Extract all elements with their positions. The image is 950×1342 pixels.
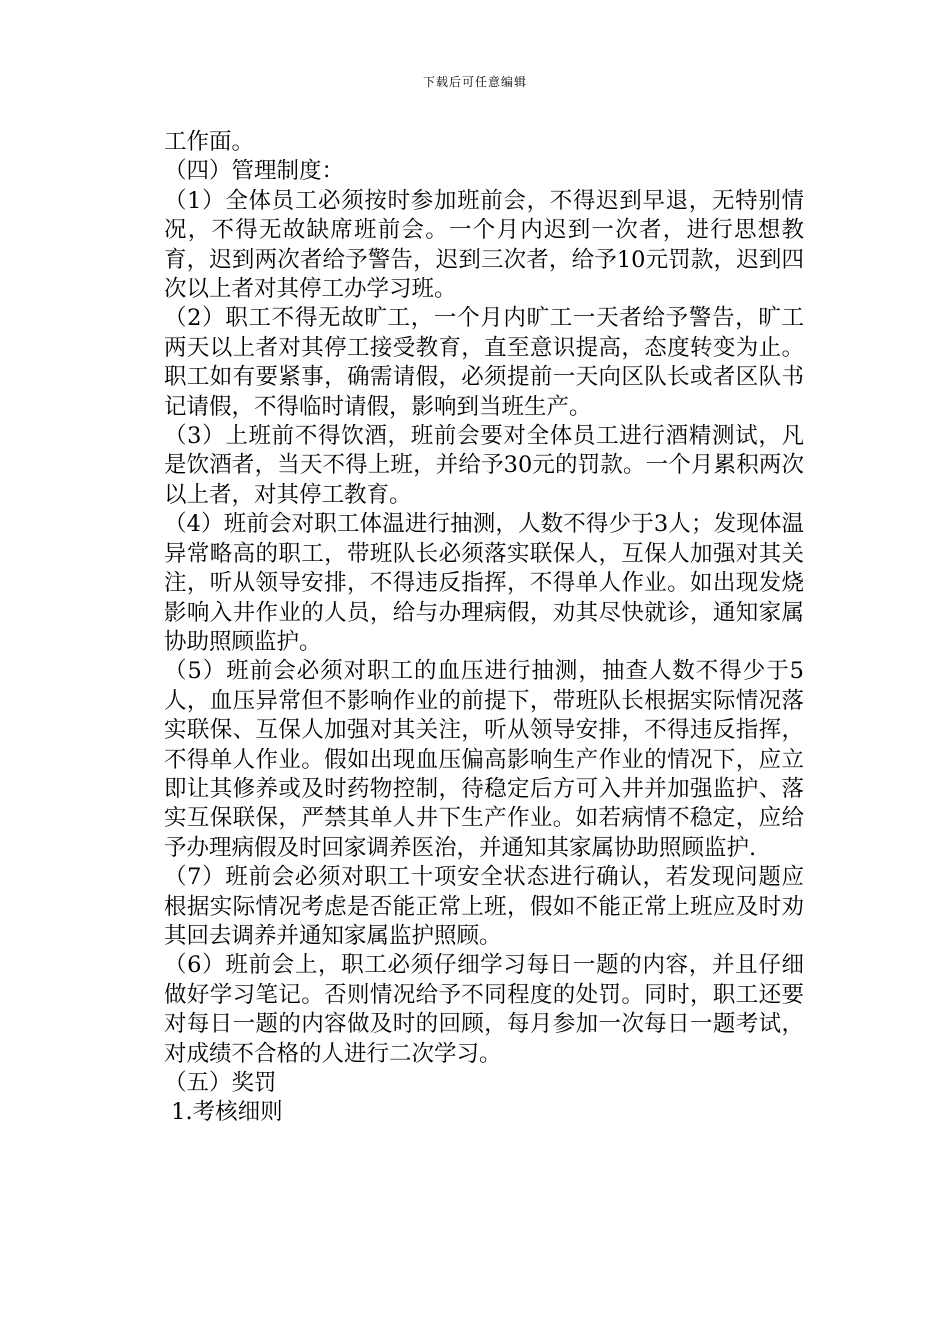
rule-7-safety-status: （7）班前会必须对职工十项安全状态进行确认，若发现问题应根据实际情况考虑是否能正常上班，假如不能正常上班应及时劝其回去调养并通知家属监护照顾。 [164, 864, 804, 949]
rule-3-alcohol: （3）上班前不得饮酒，班前会要对全体员工进行酒精测试，凡是饮酒者，当天不得上班，并给予30元的罚款。一个月累积两次以上者，对其停工教育。 [164, 423, 804, 508]
rule-1-attendance: （1）全体员工必须按时参加班前会，不得迟到早退，无特别情况，不得无故缺席班前会。一个月内迟到一次者，进行思想教育，迟到两次者给予警告，迟到三次者，给予10元罚款，迟到四次以上者对其停工办学习班。 [164, 187, 804, 303]
rule-4-temperature: （4）班前会对职工体温进行抽测，人数不得少于3人；发现体温异常略高的职工，带班队长必须落实联保人，互保人加强对其关注，听从领导安排，不得违反指挥，不得单人作业。如出现发烧影响入井作业的人员，给与办理病假，劝其尽快就诊，通知家属协助照顾监护。 [164, 511, 804, 655]
subheading-assessment-rules: 1.考核细则 [164, 1099, 283, 1126]
paragraph-work-face: 工作面。 [164, 129, 255, 155]
rule-5-blood-pressure: （5）班前会必须对职工的血压进行抽测，抽查人数不得少于5人，血压异常但不影响作业的前提下，带班队长根据实际情况落实联保、互保人加强对其关注，听从领导安排，不得违反指挥，不得单人作业。假如出现血压偏高影响生产作业的情况下，应立即让其修养或及时药物控制，待稳定后方可入井并加强监护、落实互保联保，严禁其单人井下生产作业。如若病情不稳定，应给予办理病假及时回家调养医治，并通知其家属协助照顾监护. [164, 658, 804, 861]
section-heading-rewards-penalties: （五）奖罚 [164, 1070, 277, 1096]
page-header: 下载后可任意编辑 [422, 75, 527, 89]
section-heading-management-rules: （四）管理制度： [164, 158, 345, 185]
rule-2-absenteeism: （2）职工不得无故旷工，一个月内旷工一天者给予警告，旷工两天以上者对其停工接受教育，直至意识提高，态度转变为止。职工如有要紧事，确需请假，必须提前一天向区队长或者区队书记请假，不得临时请假，影响到当班生产。 [164, 305, 804, 420]
rule-6-daily-question: （6）班前会上，职工必须仔细学习每日一题的内容，并且仔细做好学习笔记。否则情况给予不同程度的处罚。同时，职工还要对每日一题的内容做及时的回顾，每月参加一次每日一题考试，对成绩不合格的人进行二次学习。 [164, 952, 804, 1067]
document-body [164, 128, 804, 1128]
